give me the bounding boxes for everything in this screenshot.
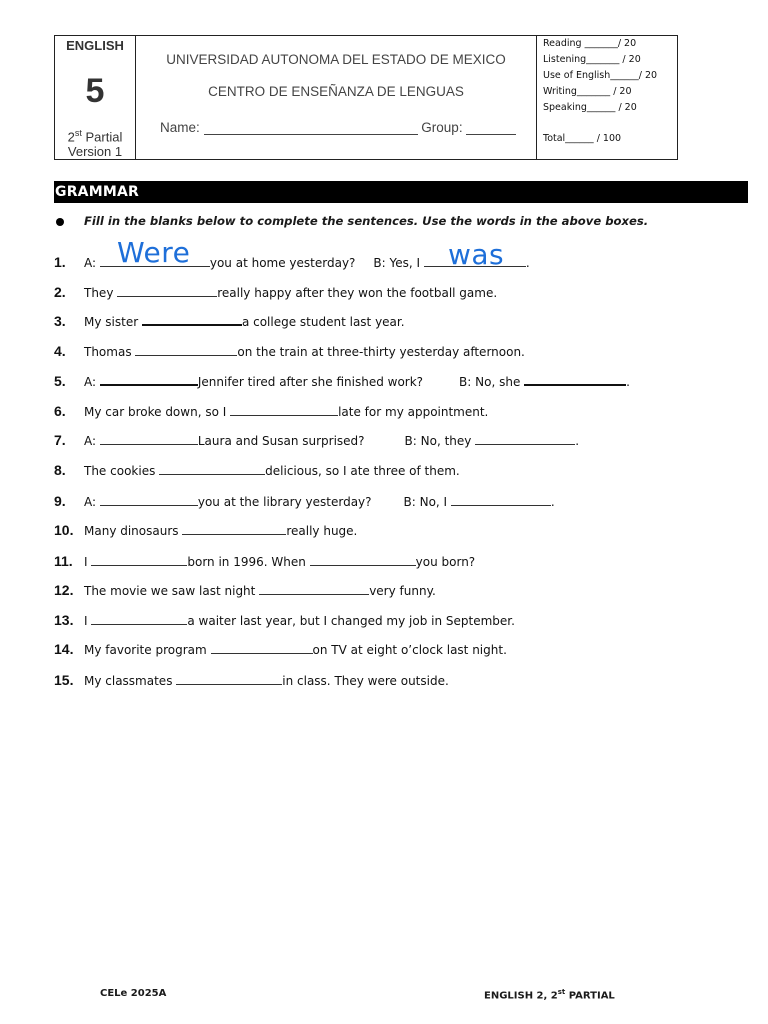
question-1 bbox=[54, 254, 530, 270]
question-text: you at home yesterday? bbox=[209, 256, 356, 270]
blank-field[interactable] bbox=[475, 433, 575, 445]
answer-1a-handwritten: Were bbox=[117, 236, 191, 269]
question-text: The movie we saw last night bbox=[84, 584, 260, 598]
question-text: My classmates bbox=[84, 674, 177, 688]
blank-field[interactable] bbox=[159, 463, 265, 475]
partial-number: 2 bbox=[67, 129, 75, 145]
center-name: CENTRO DE ENSEÑANZA DE LENGUAS bbox=[208, 84, 464, 99]
footer-left: CELe 2025A bbox=[100, 988, 167, 999]
question-number: 12. bbox=[54, 582, 74, 598]
footer-right bbox=[484, 988, 615, 1001]
question-9 bbox=[54, 493, 555, 509]
question-6 bbox=[54, 403, 488, 419]
subject-label: ENGLISH bbox=[66, 38, 124, 53]
course-info bbox=[55, 36, 136, 159]
question-number: 4. bbox=[54, 343, 66, 359]
blank-field[interactable] bbox=[176, 673, 282, 685]
partial-word: Partial bbox=[85, 129, 123, 145]
question-text: A: bbox=[84, 434, 100, 448]
blank-field[interactable] bbox=[100, 373, 198, 386]
blank-field[interactable] bbox=[142, 313, 242, 326]
question-number: 6. bbox=[54, 403, 66, 419]
blank-field[interactable] bbox=[259, 583, 369, 595]
question-text: . bbox=[626, 375, 630, 389]
question-number: 5. bbox=[54, 373, 66, 389]
question-text: in class. They were outside. bbox=[282, 674, 449, 688]
section-title: GRAMMAR bbox=[55, 184, 139, 200]
blank-field[interactable] bbox=[135, 344, 237, 356]
question-text: They bbox=[84, 286, 118, 300]
question-7 bbox=[54, 432, 579, 448]
partial-sup: st bbox=[74, 128, 82, 138]
question-text: I bbox=[84, 555, 92, 569]
level-number: 5 bbox=[85, 72, 105, 110]
question-text: late for my appointment. bbox=[338, 405, 489, 419]
question-number: 1. bbox=[54, 254, 66, 270]
question-text: B: Yes, I bbox=[373, 256, 424, 270]
question-text: on the train at three-thirty yesterday afternoon. bbox=[237, 345, 525, 359]
score-total: Total______ / 100 bbox=[543, 133, 622, 144]
score-writing: Writing_______ / 20 bbox=[543, 86, 632, 97]
question-text: born in 1996. When bbox=[187, 555, 310, 569]
question-text: The cookies bbox=[84, 464, 160, 478]
question-number: 11. bbox=[54, 553, 73, 569]
version-label: Version 1 bbox=[67, 144, 123, 160]
question-2 bbox=[54, 284, 497, 300]
question-text: very funny. bbox=[369, 584, 436, 598]
question-text: . bbox=[525, 256, 530, 270]
question-text: on TV at eight o’clock last night. bbox=[312, 643, 507, 657]
footer-right-post: PARTIAL bbox=[565, 990, 615, 1002]
question-text: you born? bbox=[415, 555, 476, 569]
question-5 bbox=[54, 373, 630, 389]
question-text: delicious, so I ate three of them. bbox=[265, 464, 460, 478]
blank-field[interactable] bbox=[310, 554, 416, 566]
group-label: Group: bbox=[421, 120, 463, 135]
question-text: Laura and Susan surprised? bbox=[197, 434, 365, 448]
question-15 bbox=[54, 672, 449, 688]
score-use-of-english: Use of English______/ 20 bbox=[543, 70, 658, 81]
score-reading: Reading _______/ 20 bbox=[543, 38, 637, 49]
instruction bbox=[56, 214, 648, 228]
question-text: Jennifer tired after she finished work? bbox=[197, 375, 424, 389]
question-number: 13. bbox=[54, 612, 74, 628]
question-text: A: bbox=[84, 375, 100, 389]
question-number: 2. bbox=[54, 284, 66, 300]
blank-field[interactable] bbox=[91, 554, 187, 566]
question-number: 9. bbox=[54, 493, 66, 509]
question-3 bbox=[54, 313, 405, 329]
partial-label bbox=[55, 126, 135, 159]
name-label: Name: bbox=[160, 120, 200, 135]
name-field[interactable] bbox=[204, 122, 418, 135]
score-box bbox=[537, 36, 677, 159]
blank-field[interactable] bbox=[117, 285, 217, 297]
question-text: B: No, they bbox=[404, 434, 476, 448]
blank-field[interactable] bbox=[211, 642, 313, 654]
question-text: . bbox=[550, 495, 555, 509]
blank-field[interactable] bbox=[100, 494, 198, 506]
question-14 bbox=[54, 641, 507, 657]
question-text: really huge. bbox=[286, 524, 358, 538]
question-4 bbox=[54, 343, 525, 359]
question-text: Thomas bbox=[84, 345, 136, 359]
blank-field[interactable] bbox=[230, 404, 338, 416]
question-text: you at the library yesterday? bbox=[197, 495, 372, 509]
blank-field[interactable] bbox=[100, 255, 210, 267]
blank-field[interactable] bbox=[524, 373, 626, 386]
institution-info bbox=[136, 36, 537, 159]
question-text: I bbox=[84, 614, 92, 628]
question-13 bbox=[54, 612, 515, 628]
question-text: really happy after they won the football game. bbox=[217, 286, 498, 300]
footer-right-sup: st bbox=[557, 988, 566, 996]
question-text: a waiter last year, but I changed my job in September. bbox=[187, 614, 515, 628]
blank-field[interactable] bbox=[451, 494, 551, 506]
question-number: 3. bbox=[54, 313, 66, 329]
question-number: 7. bbox=[54, 432, 66, 448]
question-8 bbox=[54, 462, 460, 478]
question-number: 15. bbox=[54, 672, 74, 688]
question-number: 10. bbox=[54, 522, 74, 538]
answer-1b-handwritten: was bbox=[448, 238, 505, 271]
question-text: My sister bbox=[84, 315, 142, 329]
question-11 bbox=[54, 553, 475, 569]
score-speaking: Speaking______ / 20 bbox=[543, 102, 637, 113]
question-text: A: bbox=[84, 495, 100, 509]
blank-field[interactable] bbox=[424, 255, 526, 267]
score-listening: Listening_______ / 20 bbox=[543, 54, 641, 65]
exam-header bbox=[54, 35, 678, 160]
question-text: My car broke down, so I bbox=[84, 405, 231, 419]
question-12 bbox=[54, 582, 436, 598]
question-number: 8. bbox=[54, 462, 66, 478]
instruction-text: Fill in the blanks below to complete the sentences. Use the words in the above boxes. bbox=[84, 214, 649, 228]
question-number: 14. bbox=[54, 641, 74, 657]
question-text: . bbox=[575, 434, 580, 448]
question-text: A: bbox=[84, 256, 100, 270]
question-text: Many dinosaurs bbox=[84, 524, 183, 538]
footer-right-pre: ENGLISH 2, 2 bbox=[484, 990, 558, 1002]
question-10 bbox=[54, 522, 357, 538]
question-text: a college student last year. bbox=[241, 315, 405, 329]
blank-field[interactable] bbox=[100, 433, 198, 445]
university-name: UNIVERSIDAD AUTONOMA DEL ESTADO DE MEXICO bbox=[166, 52, 506, 67]
name-group-line bbox=[160, 120, 516, 135]
blank-field[interactable] bbox=[91, 613, 187, 625]
question-text: My favorite program bbox=[84, 643, 211, 657]
question-text: B: No, she bbox=[459, 375, 525, 389]
section-title-bar bbox=[54, 181, 748, 203]
blank-field[interactable] bbox=[182, 523, 286, 535]
question-text: B: No, I bbox=[403, 495, 451, 509]
bullet-icon bbox=[56, 218, 64, 226]
group-field[interactable] bbox=[466, 122, 516, 135]
